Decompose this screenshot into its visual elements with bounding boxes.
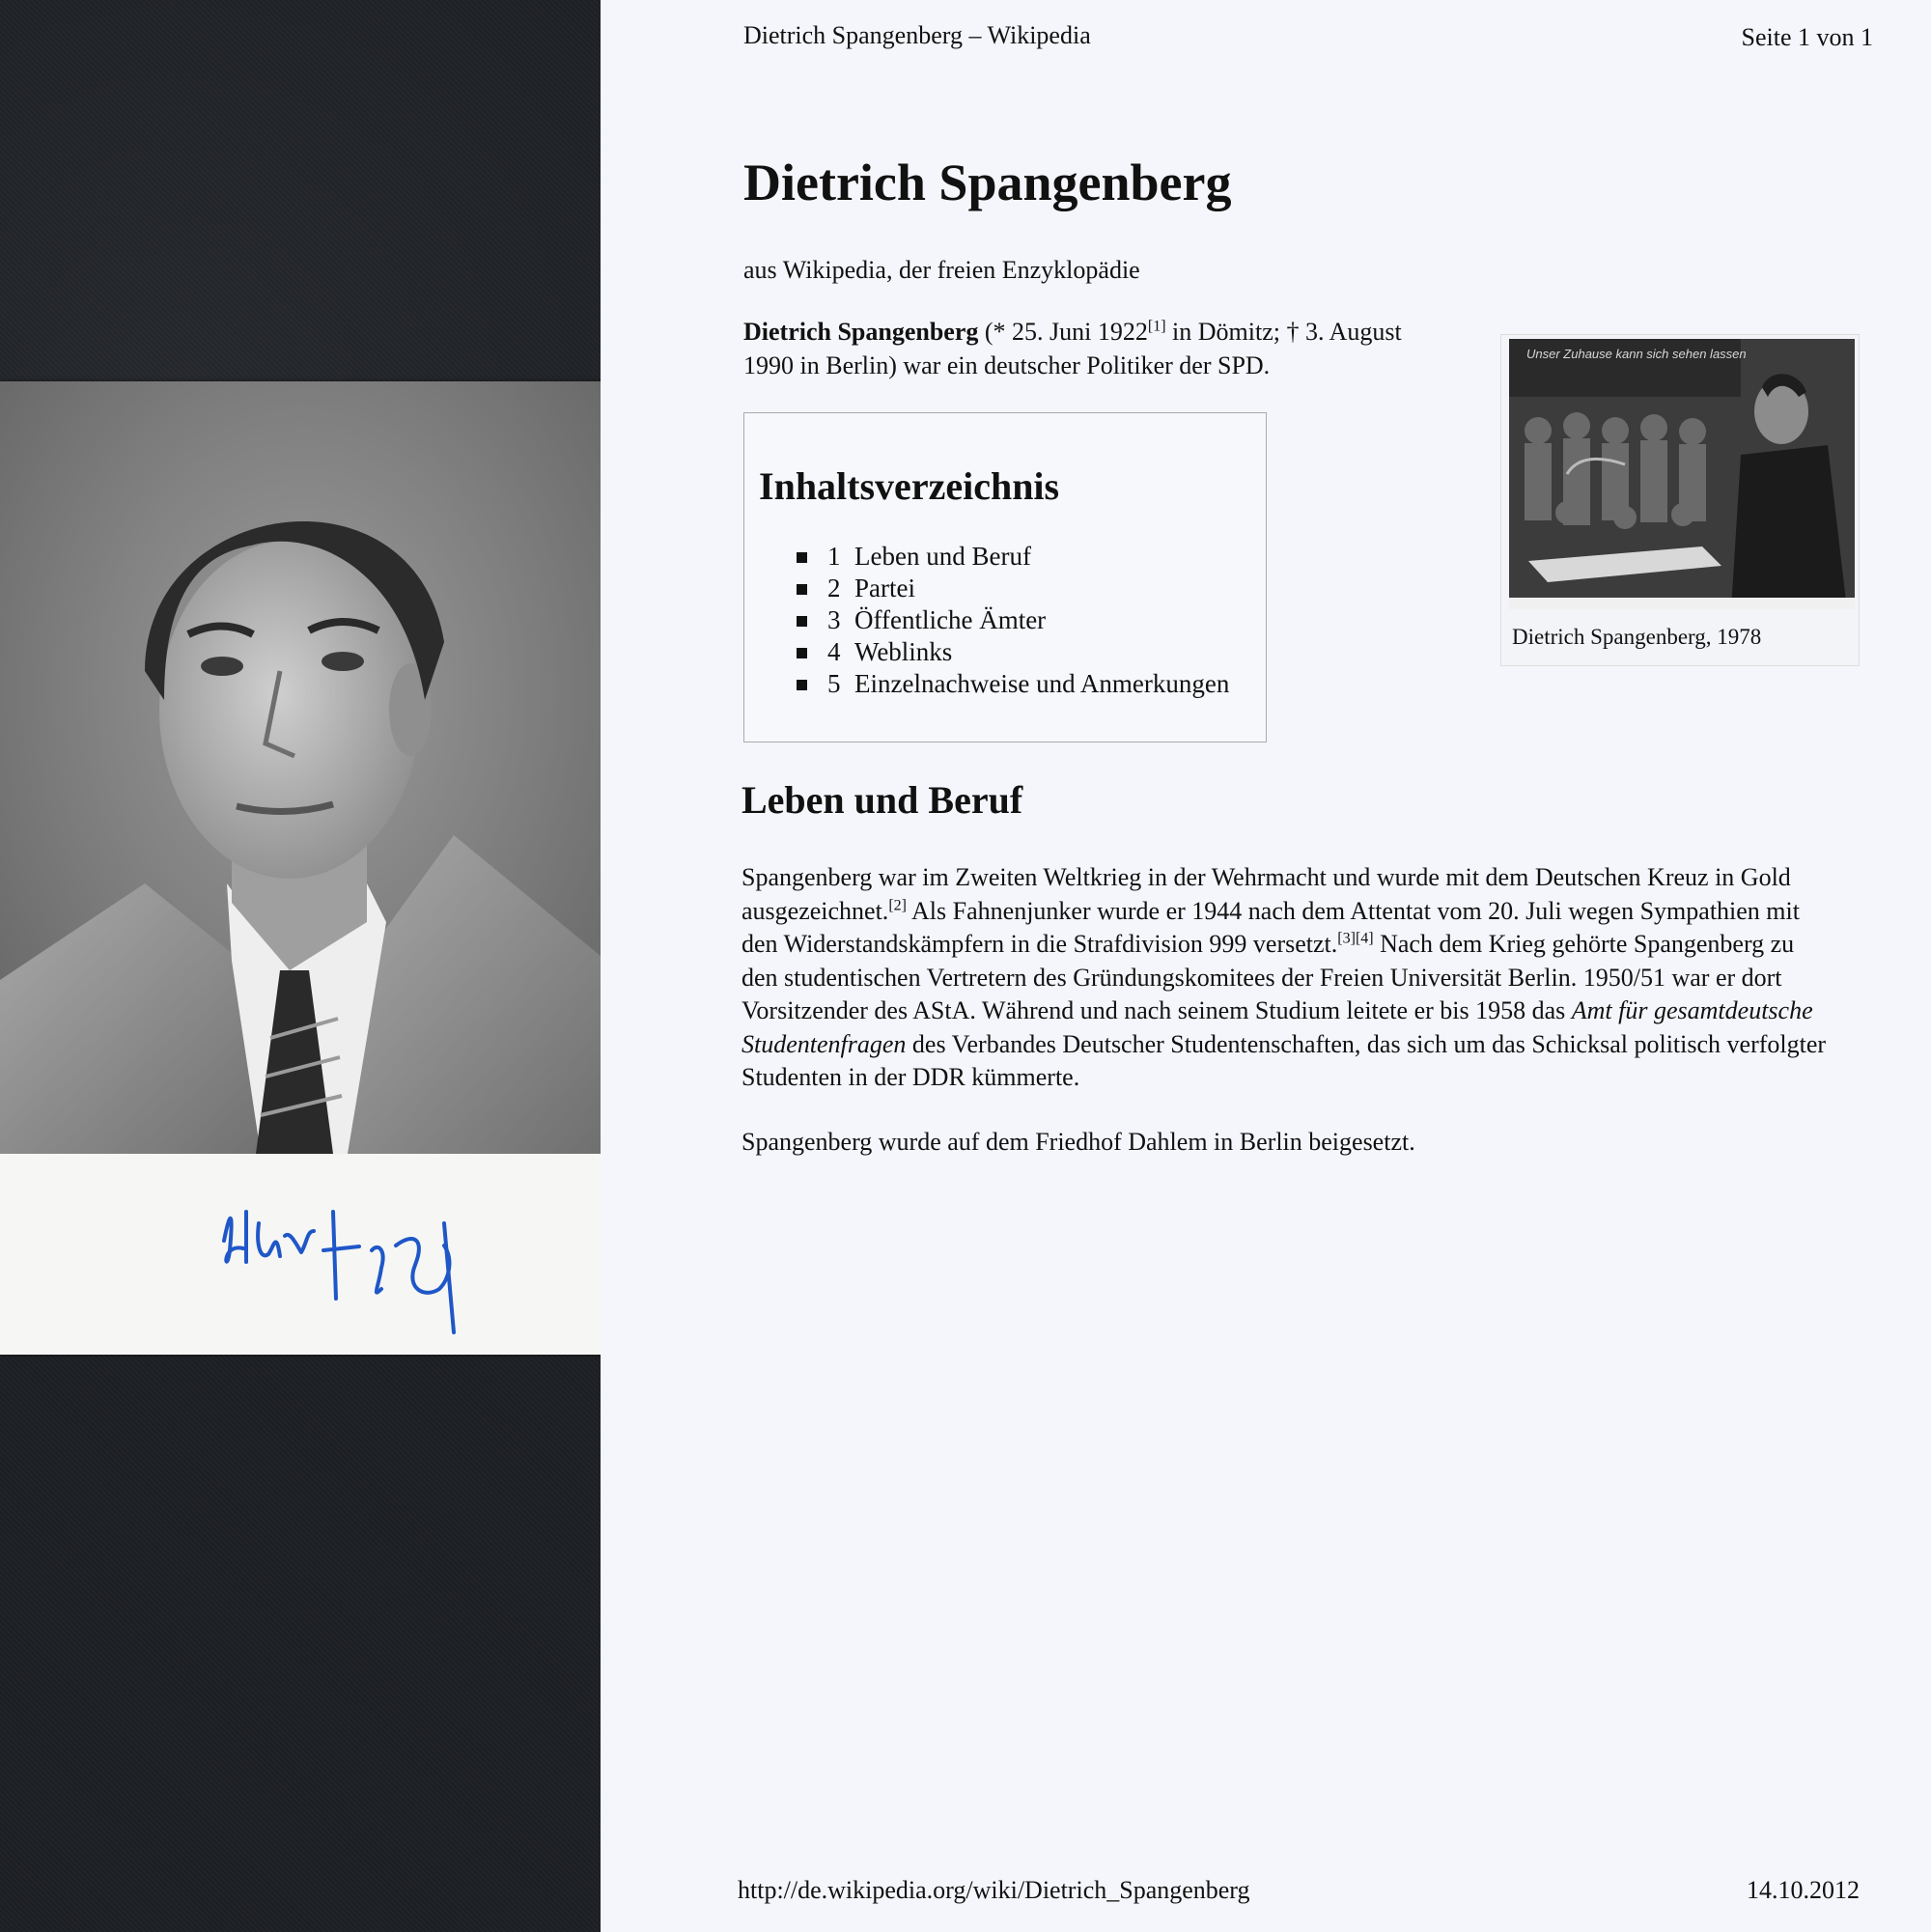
bullet-icon — [797, 584, 807, 595]
bullet-icon — [797, 648, 807, 658]
toc-item[interactable]: 4 Weblinks — [797, 636, 1229, 668]
thumbnail-frame — [1500, 334, 1860, 666]
printed-page — [601, 0, 1931, 1932]
toc-item[interactable]: 2 Partei — [797, 573, 1229, 604]
bullet-icon — [797, 552, 807, 563]
print-header-title: Dietrich Spangenberg – Wikipedia — [743, 21, 1091, 49]
article-title: Dietrich Spangenberg — [743, 154, 1232, 211]
section-paragraph-1: Spangenberg war im Zweiten Weltkrieg in der Wehrmacht und wurde mit dem Deutschen Kreuz in Gold ausgezeichnet.[2] Als Fahnenjunker wurde er 1944 nach dem Attentat vom 20. Juli wegen Sympathien mit den Widerstandskämpfern in die Strafdivision 999 versetzt.[3][4] Nach dem Krieg gehörte Spangenberg zu den studentischen Vertretern des Gründungskomitees der Freien Universität Berlin. 1950/51 war er dort Vorsitzender des AStA. Während und nach seinem Studium leitete er bis 1958 das Amt für gesamtdeutsche Studentenfragen des Verbandes Deutscher Studentenschaften, das sich um das Schicksal politisch verfolgter Studenten in der DDR kümmerte. — [742, 863, 1827, 1091]
thumbnail-image[interactable] — [1509, 339, 1855, 609]
toc-item[interactable]: 1 Leben und Beruf — [797, 541, 1229, 573]
reference-link[interactable]: [2] — [888, 896, 907, 913]
toc-title: Inhaltsverzeichnis — [759, 464, 1060, 508]
table-of-contents — [743, 412, 1267, 742]
portrait-illustration — [0, 381, 606, 1154]
section-paragraph-2: Spangenberg wurde auf dem Friedhof Dahlem in Berlin beigesetzt. — [742, 1128, 1415, 1156]
toc-item[interactable]: 5 Einzelnachweise und Anmerkungen — [797, 668, 1229, 700]
thumbnail-caption: Dietrich Spangenberg, 1978 — [1512, 625, 1762, 649]
bullet-icon — [797, 680, 807, 690]
reference-link[interactable]: [3][4] — [1337, 930, 1374, 947]
signature-area — [0, 1154, 606, 1355]
print-footer-url[interactable]: http://de.wikipedia.org/wiki/Dietrich_Spangenberg — [738, 1876, 1250, 1904]
article-subtitle: aus Wikipedia, der freien Enzyklopädie — [743, 256, 1140, 284]
toc-item[interactable]: 3 Öffentliche Ämter — [797, 604, 1229, 636]
intro-text-1: (* 25. Juni 1922 — [978, 318, 1148, 346]
signed-photo-card — [0, 381, 606, 1355]
italic-term: Amt für gesamtdeutsche Studentenfragen — [742, 996, 1813, 1058]
print-page-indicator: Seite 1 von 1 — [1741, 23, 1873, 51]
section-heading: Leben und Beruf — [742, 778, 1023, 822]
thumbnail-banner-text: Unser Zuhause kann sich sehen lassen — [1526, 347, 1747, 361]
reference-link[interactable]: [1] — [1147, 318, 1166, 335]
intro-paragraph — [743, 315, 1458, 382]
portrait-photo — [0, 381, 606, 1154]
thumbnail-photo — [1509, 339, 1855, 609]
intro-name: Dietrich Spangenberg — [743, 318, 979, 346]
intro-text-2: in Dömitz; † 3. August 1990 in Berlin) war ein deutscher Politiker der SPD. — [743, 318, 1402, 379]
toc-list — [797, 541, 1229, 700]
bullet-icon — [797, 616, 807, 627]
handwritten-signature — [0, 1154, 606, 1355]
print-footer-date: 14.10.2012 — [1747, 1876, 1860, 1904]
